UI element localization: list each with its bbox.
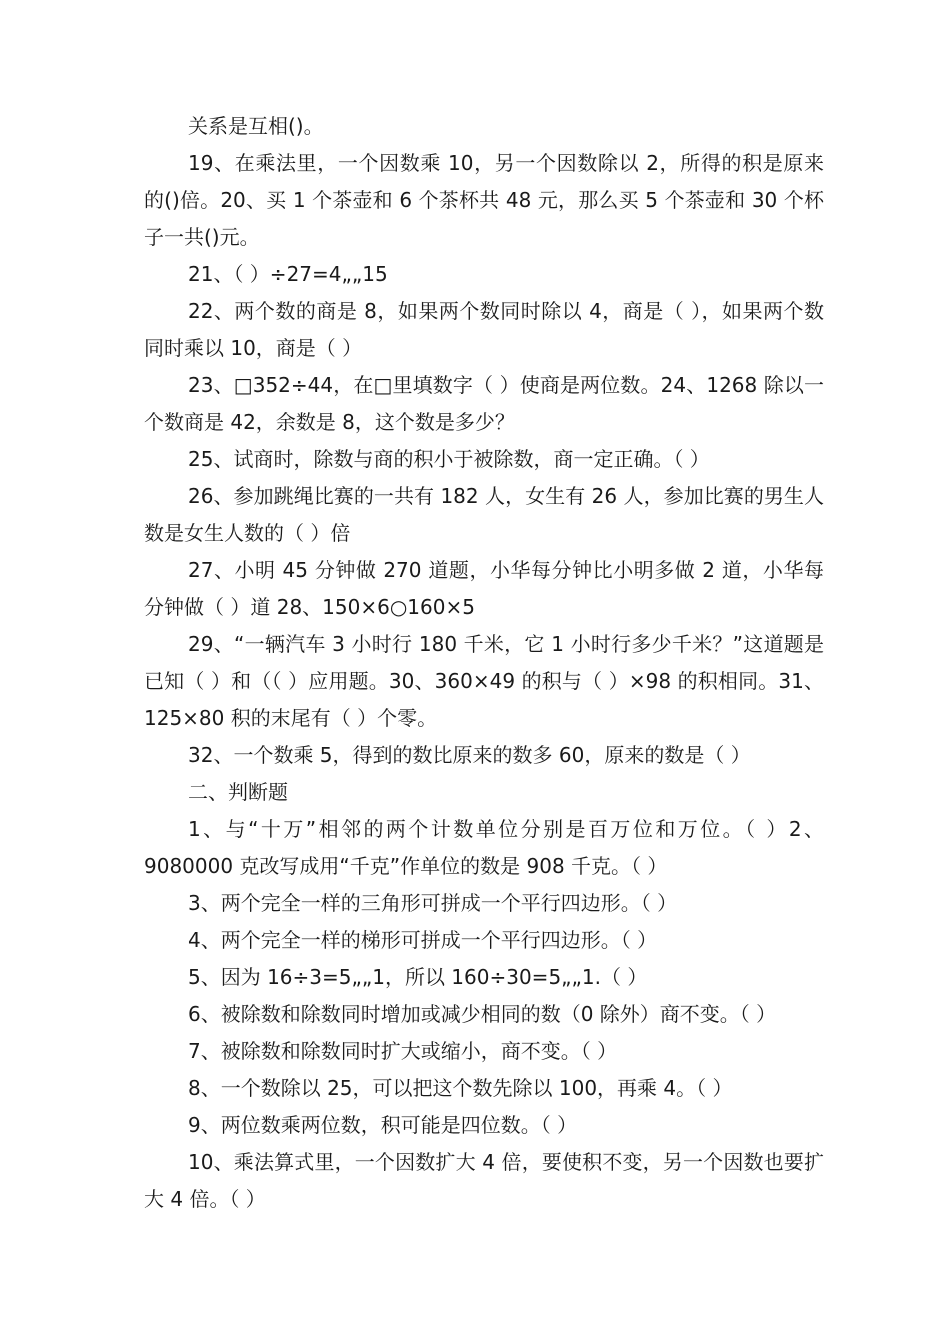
question-32: 32、一个数乘 5，得到的数比原来的数多 60，原来的数是（ ） <box>188 743 751 767</box>
judgment-6: 6、被除数和除数同时增加或减少相同的数（0 除外）商不变。（ ） <box>188 1002 777 1026</box>
question-23-24: 23、□352÷44，在□里填数字（ ）使商是两位数。24、1268 除以一个数商是 42，余数是 8，这个数是多少？ <box>144 373 824 434</box>
judgment-3: 3、两个完全一样的三角形可拼成一个平行四边形。（ ） <box>188 891 678 915</box>
judgment-1-2: 1、与“十万”相邻的两个计数单位分别是百万位和万位。（ ）2、9080000 克改写成用“千克”作单位的数是 908 千克。（ ） <box>144 817 824 878</box>
question-22: 22、两个数的商是 8，如果两个数同时除以 4，商是（ ），如果两个数同时乘以 10，商是（ ） <box>144 299 824 360</box>
question-29-31: 29、“一辆汽车 3 小时行 180 千米，它 1 小时行多少千米？”这道题是已知（ ）和（（ ）应用题。30、360×49 的积与（ ）×98 的积相同。31、125×80 积的末尾有（ ）个零。 <box>144 632 824 730</box>
section-heading-judgment: 二、判断题 <box>188 780 288 804</box>
question-25: 25、试商时，除数与商的积小于被除数，商一定正确。（ ） <box>188 447 710 471</box>
question-26: 26、参加跳绳比赛的一共有 182 人，女生有 26 人，参加比赛的男生人数是女生人数的（ ）倍 <box>144 484 824 545</box>
judgment-10: 10、乘法算式里，一个因数扩大 4 倍，要使积不变，另一个因数也要扩大 4 倍。（ ） <box>144 1150 824 1211</box>
question-19-20: 19、在乘法里，一个因数乘 10，另一个因数除以 2，所得的积是原来的()倍。20、买 1 个茶壶和 6 个茶杯共 48 元，那么买 5 个茶壶和 30 个杯子一共()元。 <box>144 151 824 249</box>
question-27-28: 27、小明 45 分钟做 270 道题，小华每分钟比小明多做 2 道，小华每分钟做（ ）道 28、150×6○160×5 <box>144 558 824 619</box>
question-21: 21、（ ）÷27=4„„15 <box>188 262 388 286</box>
judgment-5: 5、因为 16÷3=5„„1，所以 160÷30=5„„1.（ ） <box>188 965 648 989</box>
judgment-9: 9、两位数乘两位数，积可能是四位数。（ ） <box>188 1113 578 1137</box>
judgment-4: 4、两个完全一样的梯形可拼成一个平行四边形。（ ） <box>188 928 658 952</box>
paragraph-relation-mutual: 关系是互相()。 <box>188 114 324 138</box>
judgment-7: 7、被除数和除数同时扩大或缩小，商不变。（ ） <box>188 1039 618 1063</box>
document-body <box>144 108 824 1218</box>
judgment-8: 8、一个数除以 25，可以把这个数先除以 100，再乘 4。（ ） <box>188 1076 733 1100</box>
